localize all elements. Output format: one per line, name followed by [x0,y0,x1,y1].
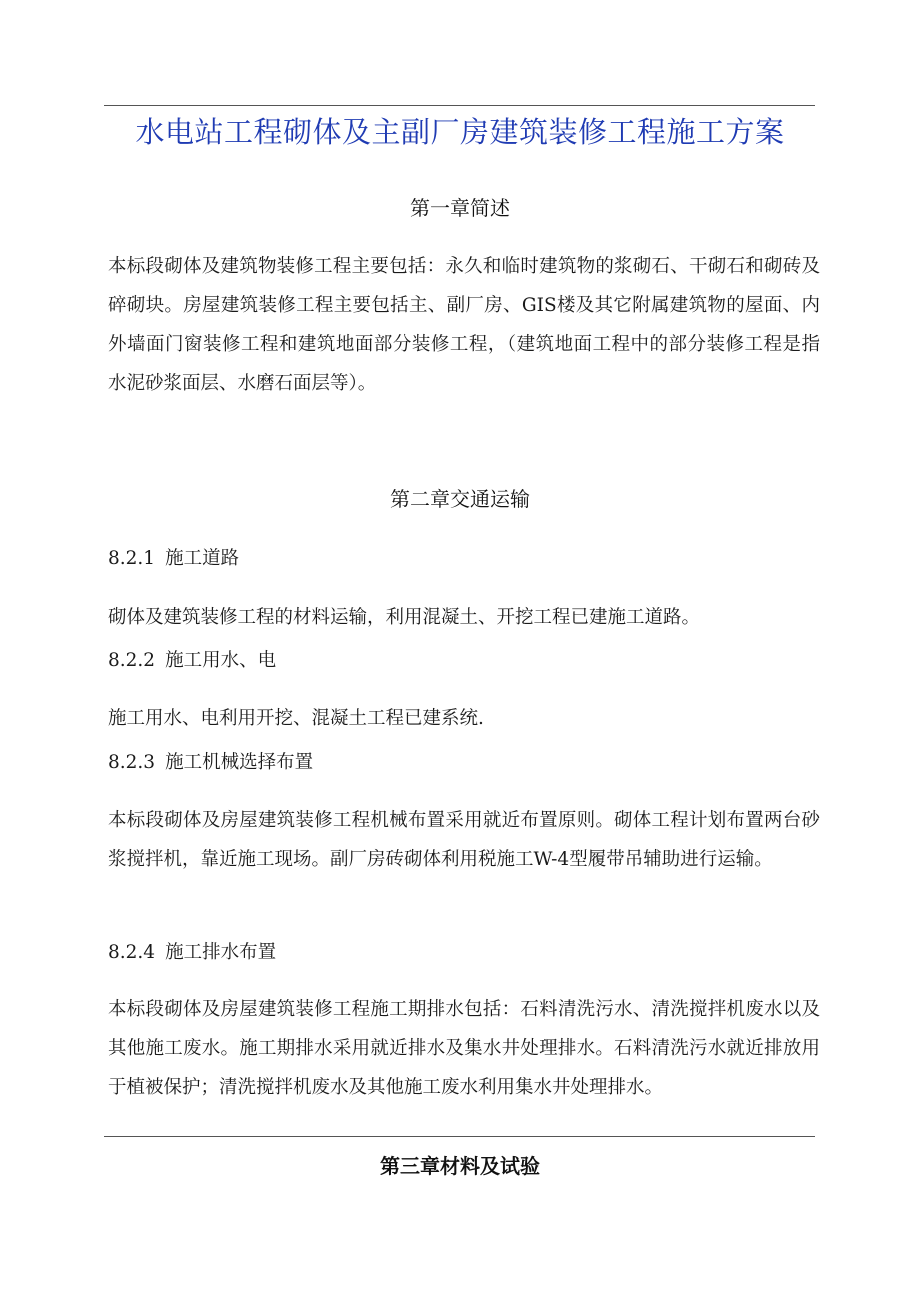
chapter-3-heading: 第三章材料及试验 [380,1154,540,1178]
section-body-8-2-3: 本标段砌体及房屋建筑装修工程机械布置采用就近布置原则。砌体工程计划布置两台砂浆搅拌机，靠近施工现场。副厂房砖砌体利用税施工W-4型履带吊辅助进行运输。 [108,810,820,870]
intro-paragraph: 本标段砌体及建筑物装修工程主要包括：永久和临时建筑物的浆砌石、干砌石和砌砖及碎砌块。房屋建筑装修工程主要包括主、副厂房、GIS楼及其它附属建筑物的屋面、内外墙面门窗装修工程和建筑地面部分装修工程，（建筑地面工程中的部分装修工程是指水泥砂浆面层、水磨石面层等）。 [108,256,820,394]
section-title: 施工机械选择布置 [165,752,314,773]
section-heading-8-2-1 [108,546,239,572]
chapter-2-heading: 第二章交通运输 [390,487,530,511]
bottom-divider [104,1136,815,1137]
section-heading-8-2-2 [108,648,276,674]
chapter-1-heading: 第一章简述 [410,196,510,220]
section-number: 8.2.4 [108,942,156,963]
document-title: 水电站工程砌体及主副厂房建筑装修工程施工方案 [135,115,785,149]
top-divider [104,105,815,106]
section-title: 施工排水布置 [165,942,277,963]
section-number: 8.2.2 [108,650,156,671]
section-number: 8.2.1 [108,548,156,569]
section-title: 施工道路 [165,548,240,569]
section-heading-8-2-4 [108,940,276,966]
section-body-8-2-4: 本标段砌体及房屋建筑装修工程施工期排水包括：石料清洗污水、清洗搅拌机废水以及其他施工废水。施工期排水采用就近排水及集水井处理排水。石料清洗污水就近排放用于植被保护；清洗搅拌机废水及其他施工废水利用集水井处理排水。 [108,999,820,1098]
section-body-8-2-1: 砌体及建筑装修工程的材料运输，利用混凝土、开挖工程已建施工道路。 [108,607,701,628]
section-number: 8.2.3 [108,752,156,773]
section-title: 施工用水、电 [165,650,277,671]
section-body-8-2-2: 施工用水、电利用开挖、混凝土工程已建系统. [108,708,484,729]
section-heading-8-2-3 [108,750,313,776]
